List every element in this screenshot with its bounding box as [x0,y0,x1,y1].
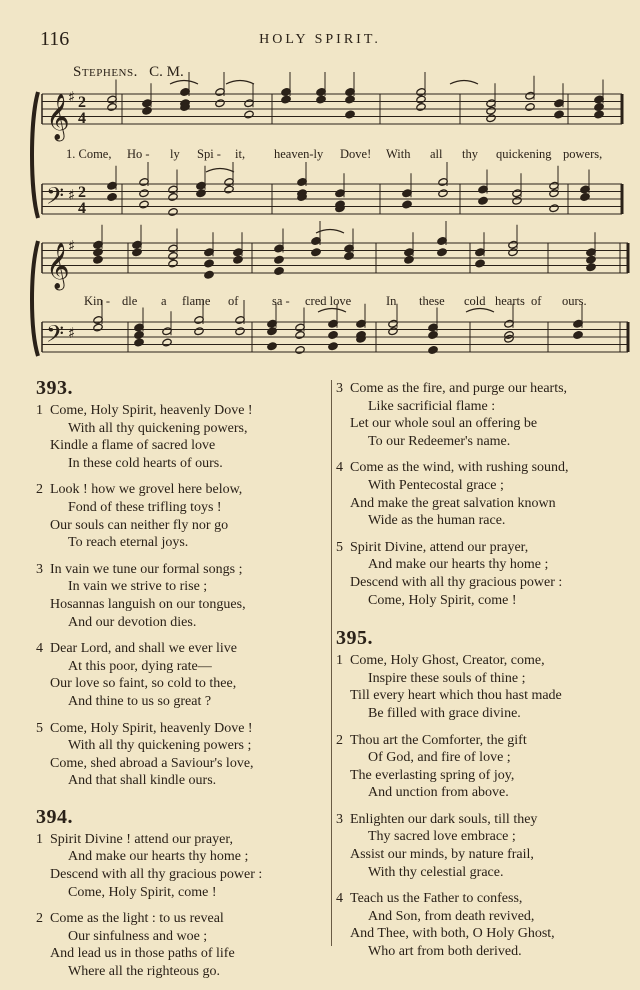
note-head [573,331,583,340]
note-head [244,110,254,119]
note-head [93,255,103,264]
lyric-syllable: Dove! [340,147,372,161]
note-head [139,189,149,198]
lyric-syllable: hearts [495,294,525,308]
verse-number: 5 [336,539,343,555]
verse-line: And lead us in those paths of life [50,946,235,962]
verse-line: Spirit Divine ! attend our prayer, [50,831,233,847]
right-column [336,376,636,970]
verse-line: Thou art the Comforter, the gift [350,732,527,748]
verse-line: Of God, and fire of love ; [368,750,511,766]
verse [36,481,324,551]
hymn-number: 393. [36,377,73,399]
verse [36,640,324,710]
verse [36,910,324,980]
verse [36,402,324,472]
time-signature-top: 2 [78,184,86,201]
lyric-syllable: these [419,294,445,308]
note-head [428,346,438,355]
verse-line: And make our hearts thy home ; [368,557,549,573]
note-head [549,189,559,198]
verse [336,652,636,722]
verse-number: 1 [36,403,43,418]
verse-line: In vain we strive to rise ; [68,579,208,595]
verse-line: With all thy quickening powers, [68,420,248,436]
verse-line: Look ! how we grovel here below, [50,482,243,498]
note-head [478,196,488,205]
sharp-sign: ♯ [68,237,76,255]
lyric-syllable: powers, [563,147,603,161]
verse [336,459,636,529]
note-head [311,248,321,257]
note-head [295,346,305,355]
verse-line: And make our hearts thy home ; [68,849,249,865]
note-head [204,270,214,279]
note-head [215,99,225,108]
lyric-syllable: In [386,294,397,308]
verse-line: And our devotion dies. [68,614,197,630]
verse-line: Descend with all thy gracious power : [50,867,263,883]
verse-line: With thy celestial grace. [368,864,504,880]
note-head [139,200,149,209]
slur [206,169,234,173]
note-head [328,331,338,340]
verse-number: 4 [36,641,43,657]
verse-line: Descend with all thy gracious power : [350,574,563,590]
verse-line: With all thy quickening powers ; [68,738,252,754]
verse-line: And Thee, with both, O Holy Ghost, [350,926,555,942]
lyric-syllable: With [386,147,411,161]
verse-line: Come, shed abroad a Saviour's love, [50,755,254,771]
note-head [549,204,559,213]
note-head [168,208,178,217]
verse-number: 3 [336,381,343,396]
verse-line: And make the great salvation known [350,495,556,511]
verse-line: And that shall kindle ours. [68,773,217,789]
verse-number: 5 [36,720,43,736]
slur [450,81,478,85]
verse-line: Who art from both derived. [368,944,522,960]
lyric-syllable: dle [122,294,138,308]
sharp-sign: ♯ [68,186,76,204]
slur [466,309,494,313]
note-head [267,342,277,351]
treble-clef: 𝄞 [46,243,70,289]
verse [336,811,636,881]
note-head [162,338,172,347]
note-head [328,342,338,351]
verse-line: And thine to us so great ? [68,693,212,709]
note-head [134,331,144,340]
verse-line: In vain we tune our formal songs ; [50,561,243,577]
note-head [274,255,284,264]
column-divider [331,380,332,946]
note-head [233,255,243,264]
note-head [235,327,245,336]
note-head [267,327,277,336]
lyric-syllable: ours. [562,294,587,308]
lyric-syllable: it, [235,147,246,161]
time-signature-bottom: 4 [78,200,86,217]
lyric-syllable: cold [464,294,486,308]
verse-line: To reach eternal joys. [68,535,189,551]
verse-line: Spirit Divine, attend our prayer, [350,539,529,555]
verse-line: Where all the righteous go. [68,964,221,980]
brace [32,241,38,356]
note-head [580,193,590,202]
hymn-number: 395. [336,627,373,650]
verse-line: Our love so faint, so cold to thee, [50,676,237,692]
verse-line: Wide as the human race. [368,513,506,529]
verse-line: At this poor, dying rate— [68,658,212,674]
verse-number: 3 [336,811,343,827]
sharp-sign: ♯ [68,88,76,106]
note-head [594,103,604,112]
note-head [586,255,596,264]
note-head [508,248,518,257]
lyric-syllable: Ho - [127,147,150,161]
verse-line: Dear Lord, and shall we ever live [50,641,237,657]
verse [36,720,324,790]
verse-line: Come, Holy Spirit, come ! [68,884,217,900]
verse-number: 4 [336,891,343,907]
verse-line: Thy sacred love embrace ; [368,829,516,845]
note-head [345,95,355,104]
verse-line: Like sacrificial flame : [368,398,496,414]
sharp-sign: ♯ [68,324,76,342]
tune-meter: C. M. [149,64,184,80]
hymn-number: 394. [36,805,73,828]
note-head [388,327,398,336]
note-head [132,248,142,257]
note-head [554,110,564,119]
note-head [281,95,291,104]
note-head [475,259,485,268]
verse-line: Our souls can neither fly nor go [50,517,229,533]
verse-line: To our Redeemer's name. [368,433,511,449]
verse-line: Come as the wind, with rushing sound, [350,460,569,476]
lyric-syllable: ly [170,147,180,161]
slur [226,81,254,85]
note-head [274,267,284,276]
note-head [168,252,178,261]
slur [318,309,346,313]
note-head [107,193,117,202]
verse-line: Be filled with grace divine. [368,705,521,721]
lyric-syllable: of [531,294,542,308]
verse-number: 1 [336,653,343,669]
note-head [438,189,448,198]
left-column [36,376,324,990]
note-head [134,338,144,347]
verse-line: Inspire these souls of thine ; [368,670,526,686]
verse [336,890,636,960]
verse-line: Hosannas languish on our tongues, [50,596,246,612]
verse-line: Let our whole soul an offering be [350,416,538,432]
note-head [486,106,496,115]
note-head [428,331,438,340]
treble-clef: 𝄞 [46,94,70,140]
note-head [416,95,426,104]
verse-line: Come as the light : to us reveal [50,911,224,927]
note-head [204,259,214,268]
note-head [437,248,447,257]
note-head [93,323,103,332]
time-signature-top: 2 [78,94,86,111]
lyric-syllable: thy [462,147,478,161]
note-head [345,110,355,119]
verse-line: Teach us the Father to confess, [350,891,523,907]
verse-line: Come, Holy Ghost, Creator, come, [350,653,545,669]
time-signature-bottom: 4 [78,110,86,127]
brace [32,92,38,218]
verse-number: 4 [336,460,343,476]
verse-number: 1 [36,831,43,847]
verse-line: Kindle a flame of sacred love [50,438,216,454]
note-head [168,193,178,202]
note-head [168,259,178,268]
verse-line: Come as the fire, and purge our hearts, [350,381,568,396]
slur [170,81,198,85]
note-head [486,114,496,123]
verse [36,561,324,631]
lyric-syllable: all [430,147,443,161]
tune-name: Stephens. [73,64,138,80]
verse-line: Fond of these trifling toys ! [68,499,222,515]
verse-line: With Pentecostal grace ; [368,477,504,493]
running-title: HOLY SPIRIT. [259,32,381,47]
verse-line: Enlighten our dark souls, till they [350,811,538,827]
verse [336,539,636,609]
note-head [194,327,204,336]
verse-line: Come, Holy Spirit, heavenly Dove ! [50,403,253,418]
note-head [224,185,234,194]
verse-number: 2 [36,911,43,927]
lyric-syllable: Spi - [197,147,221,161]
note-head [107,103,117,112]
note-head [316,95,326,104]
lyric-syllable: flame [182,294,211,308]
bass-clef: 𝄢 [46,320,65,353]
note-head [196,189,206,198]
note-head [586,263,596,272]
note-head [402,200,412,209]
bass-clef: 𝄢 [46,182,65,215]
note-head [525,103,535,112]
lyric-syllable: heaven-ly [274,147,324,161]
verse-number: 2 [36,482,43,498]
verse-line: In these cold hearts of ours. [68,455,223,471]
verse-line: Till every heart which thou hast made [350,688,562,704]
note-head [594,110,604,119]
verse [336,380,636,450]
lyric-syllable: Kin - [84,294,111,308]
note-head [404,255,414,264]
verse-line: Assist our minds, by nature frail, [350,847,534,863]
note-head [93,248,103,257]
verse [36,831,324,901]
lyric-syllable: sa - [272,294,290,308]
lyric-syllable: of [228,294,239,308]
verse-line: And Son, from death revived, [368,908,535,924]
note-head [295,331,305,340]
verse-number: 2 [336,732,343,748]
note-head [344,252,354,261]
note-head [142,106,152,115]
lyric-syllable: quickening [496,147,552,161]
lyric-syllable: a [161,294,167,308]
verse-line: The everlasting spring of joy, [350,767,515,783]
note-head [512,196,522,205]
note-head [416,103,426,112]
lyric-syllable: cred love [305,294,352,308]
verse-line: And unction from above. [368,785,509,801]
verse-line: Come, Holy Spirit, come ! [368,592,517,608]
verse-line: Our sinfulness and woe ; [68,928,208,944]
verse-line: Come, Holy Spirit, heavenly Dove ! [50,720,253,736]
lyric-syllable: 1. Come, [66,147,112,161]
verse-number: 3 [36,561,43,577]
page-number: 116 [40,28,70,50]
music-score [0,0,640,372]
verse [336,732,636,802]
